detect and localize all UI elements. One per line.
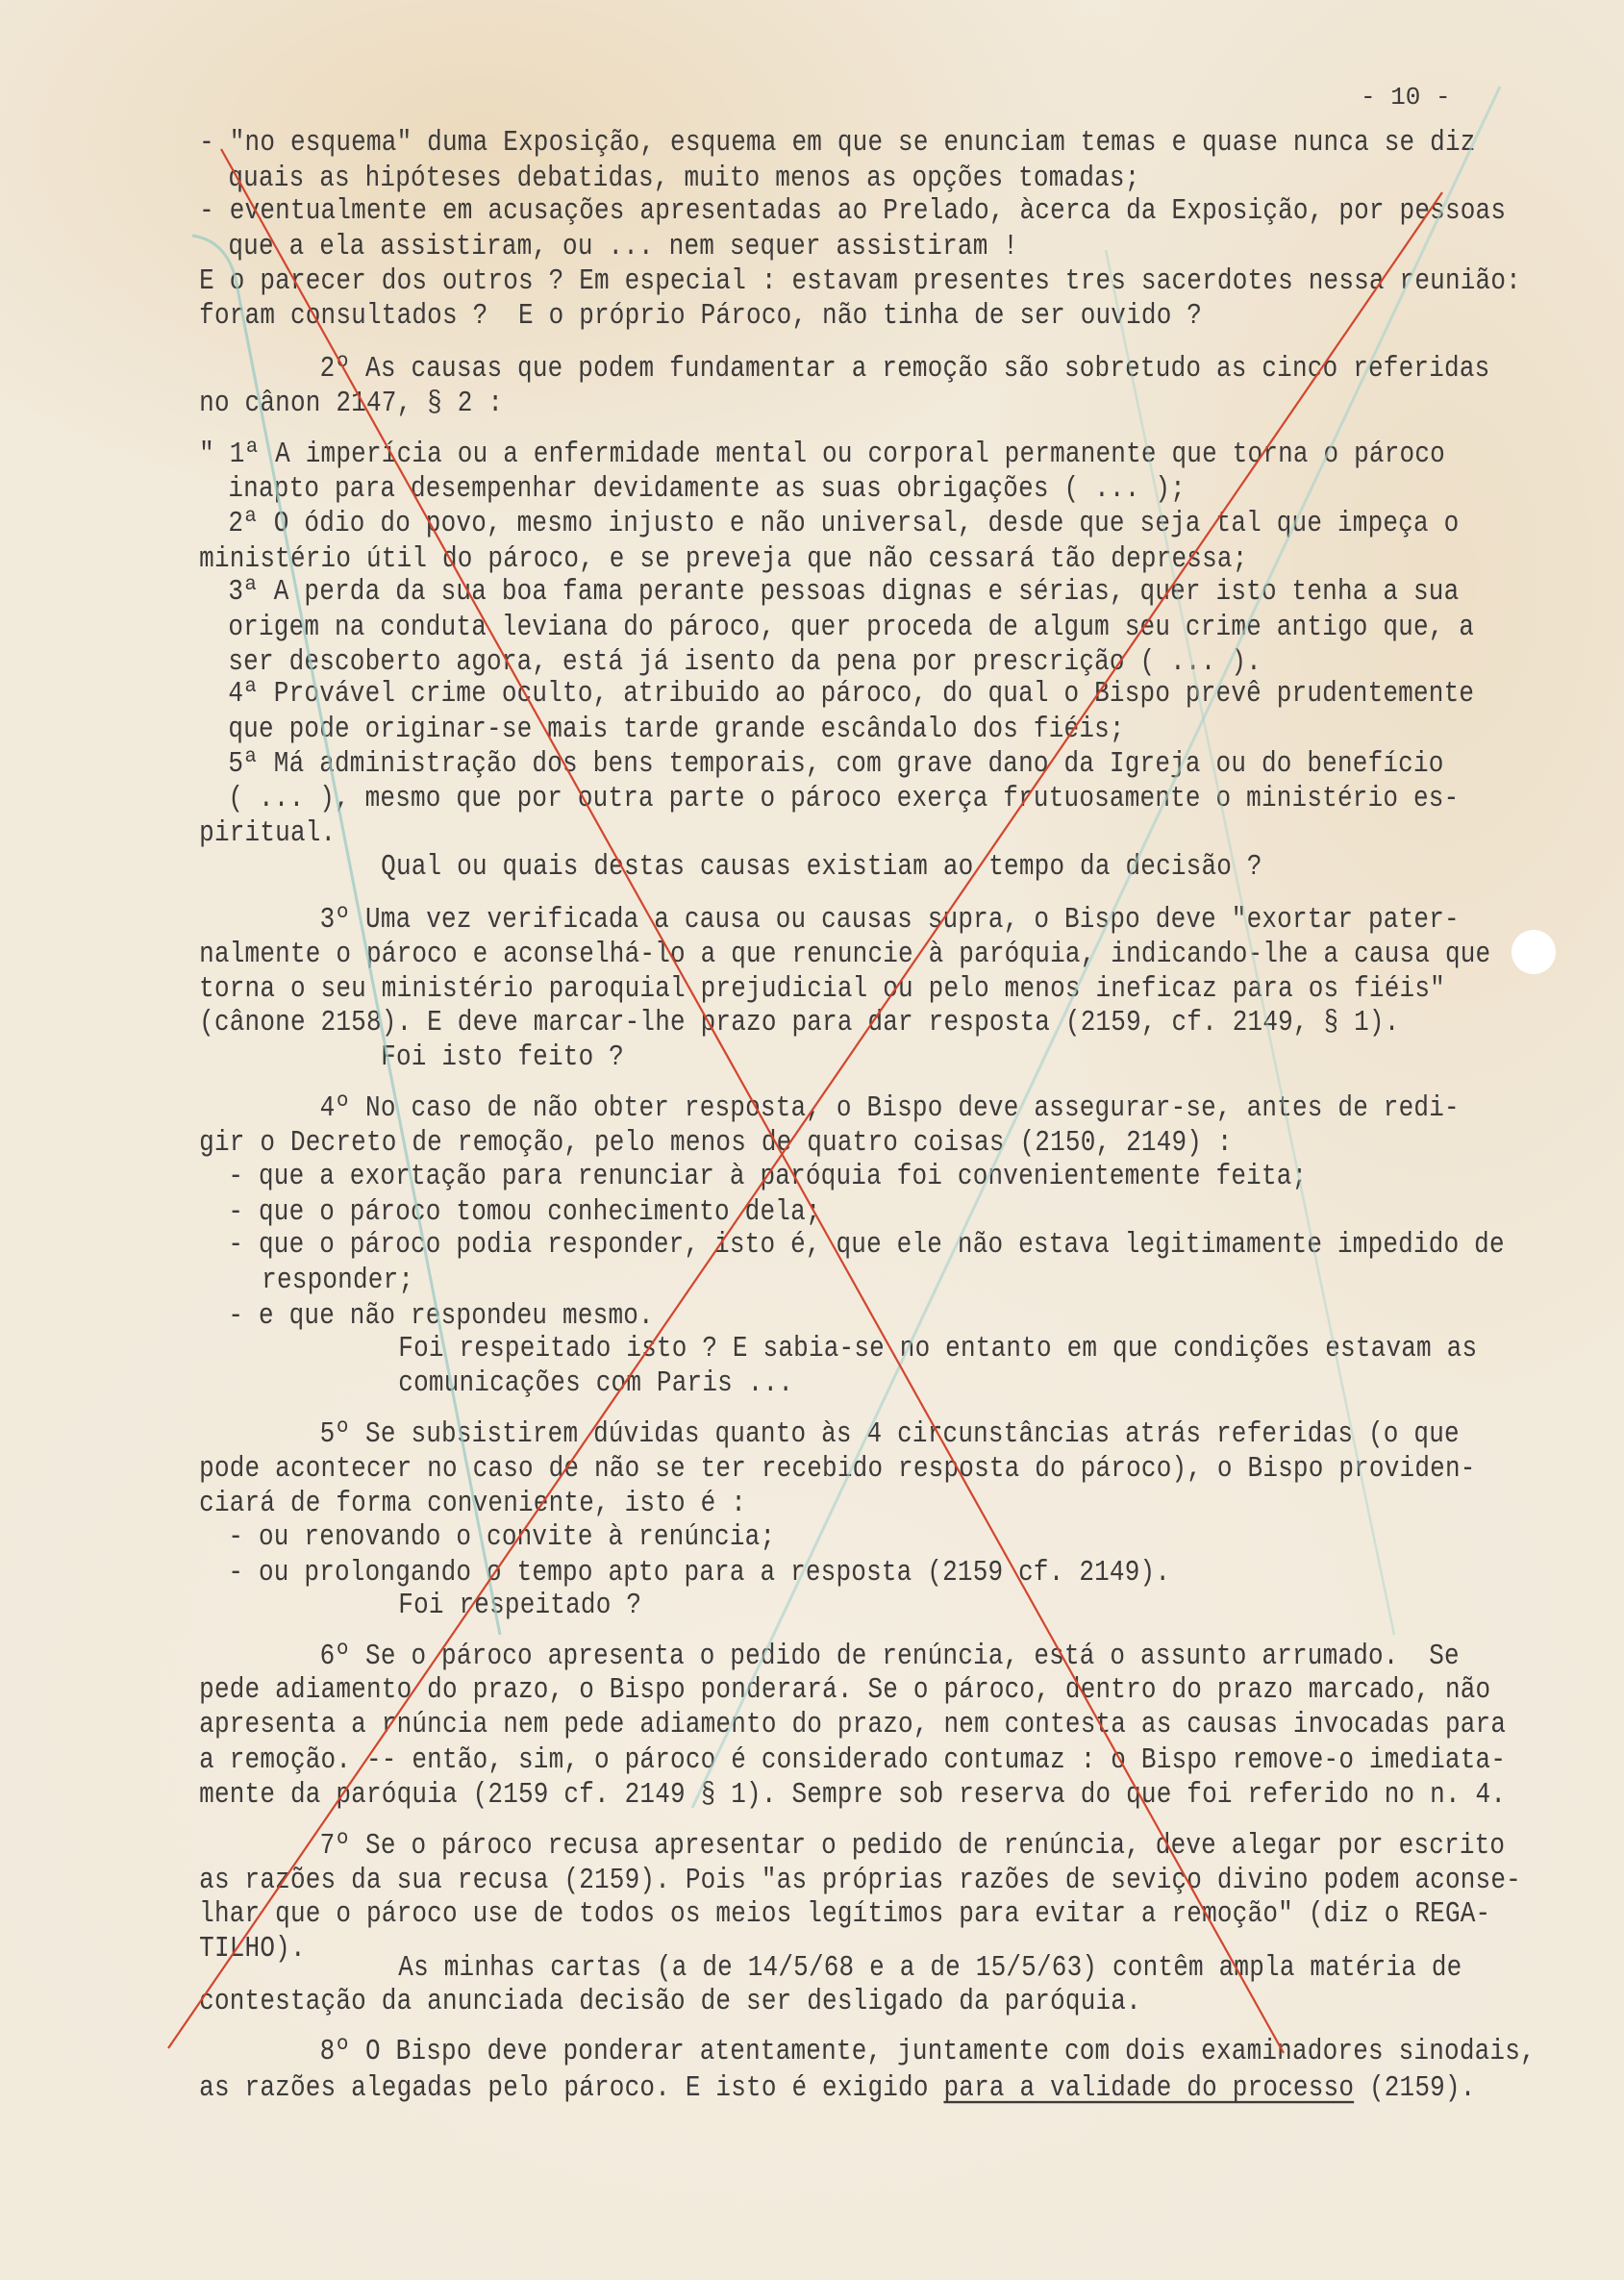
text-line: 2ª O ódio do povo, mesmo injusto e não universal, desde que seja tal que impeça o [228,506,1460,540]
text-line: as razões da sua recusa (2159). Pois "as próprias razões de seviço divino podem aconse- [199,1863,1521,1897]
text-line: - que o pároco tomou conhecimento dela; [228,1193,821,1228]
text-line: 4º No caso de não obter resposta, o Bispo deve assegurar-se, antes de redi- [319,1090,1460,1125]
last-line-before: as razões alegadas pelo pároco. E isto é exigido [199,2070,944,2105]
text-line: - "no esquema" duma Exposição, esquema em que se enunciam temas e quase nunca se diz [199,125,1476,160]
text-line: Foi respeitado ? [398,1588,642,1622]
text-line: a remoção. -- então, sim, o pároco é considerado contumaz : o Bispo remove-o imediata- [199,1741,1507,1776]
text-line: 6º Se o pároco apresenta o pedido de renúncia, está o assunto arrumado. Se [319,1639,1460,1673]
text-line-last [199,2070,1475,2104]
text-line: E o parecer dos outros ? Em especial : estavam presentes tres sacerdotes nessa reunião: [199,263,1521,298]
text-line: inapto para desempenhar devidamente as suas obrigações ( ... ); [228,471,1186,506]
text-line: 5ª Má administração dos bens temporais, com grave dano da Igreja ou do benefício [228,745,1444,781]
text-line: 7º Se o pároco recusa apresentar o pedido de renúncia, deve alegar por escrito [319,1827,1506,1863]
text-line: 3ª A perda da sua boa fama perante pessoas dignas e sérias, quer isto tenha a sua [228,574,1460,609]
text-line: ministério útil do pároco, e se preveja que não cessará tão depressa; [199,540,1248,576]
text-line: pede adiamento do prazo, o Bispo ponderará. Se o pároco, dentro do prazo marcado, não [199,1671,1491,1707]
text-line: 4ª Provável crime oculto, atribuido ao pároco, do qual o Bispo prevê prudentemente [228,676,1475,711]
text-line: pode acontecer no caso de não se ter recebido resposta do pároco), o Bispo providen- [199,1451,1476,1486]
page-number: - 10 - [1361,83,1451,112]
text-line: responder; [262,1262,414,1296]
text-line: - e que não respondeu mesmo. [228,1298,654,1333]
text-line: ciará de forma conveniente, isto é : [199,1486,747,1520]
punch-hole [1512,930,1556,974]
text-line: mente da paróquia (2159 cf. 2149 § 1). Sempre sob reserva do que foi referido no n. 4. [199,1776,1507,1812]
text-line: torna o seu ministério paroquial prejudicial ou pelo menos ineficaz para os fiéis" [199,971,1445,1006]
text-line: que pode originar-se mais tarde grande escândalo dos fiéis; [228,711,1125,745]
text-line: nalmente o pároco e aconselhá-lo a que renuncie à paróquia, indicando-lhe a causa que [199,936,1491,971]
text-line: " 1ª A imperícia ou a enfermidade mental ou corporal permanente que torna o pároco [199,436,1445,471]
text-line: 3º Uma vez verificada a causa ou causas supra, o Bispo deve "exortar pater- [319,901,1460,937]
text-line: lhar que o pároco use de todos os meios legítimos para evitar a remoção" (diz o REGA- [199,1895,1491,1931]
text-line: - eventualmente em acusações apresentadas ao Prelado, àcerca da Exposição, por pessoas [199,193,1507,228]
text-line: Qual ou quais destas causas existiam ao tempo da decisão ? [381,849,1262,884]
text-line: origem na conduta leviana do pároco, quer proceda de algum seu crime antigo que, a [228,609,1475,644]
text-line: contestação da anunciada decisão de ser desligado da paróquia. [199,1983,1141,2017]
text-line: ( ... ), mesmo que por outra parte o pároco exerça frutuosamente o ministério es- [228,781,1460,815]
text-line: gir o Decreto de remoção, pelo menos de quatro coisas (2150, 2149) : [199,1125,1233,1160]
text-line: Foi isto feito ? [381,1040,624,1074]
text-line: piritual. [199,815,337,850]
text-line: - que o pároco podia responder, isto é, que ele não estava legitimamente impedido de [228,1227,1505,1262]
text-line: (cânone 2158). E deve marcar-lhe prazo para dar resposta (2159, cf. 2149, § 1). [199,1004,1400,1040]
text-line: apresenta a rnúncia nem pede adiamento do prazo, nem contesta as causas invocadas para [199,1707,1507,1741]
text-line: 8º O Bispo deve ponderar atentamente, juntamente com dois examinadores sinodais, [319,2034,1536,2068]
text-line: TILHO). [199,1931,306,1966]
underlined-phrase: para a validade do processo [943,2070,1355,2105]
text-line: - ou renovando o convite à renúncia; [228,1519,776,1554]
last-line-after: (2159). [1354,2070,1476,2105]
text-line: - ou prolongando o tempo apto para a resposta (2159 cf. 2149). [228,1554,1171,1589]
text-line: ser descoberto agora, está já isento da pena por prescrição ( ... ). [228,644,1262,679]
text-line: quais as hipóteses debatidas, muito menos as opções tomadas; [228,160,1140,194]
text-line: 5º Se subsistirem dúvidas quanto às 4 circunstâncias atrás referidas (o que [319,1416,1460,1451]
text-line: 2º As causas que podem fundamentar a remoção são sobretudo as cinco referidas [319,350,1490,385]
text-line: comunicações com Paris ... [398,1365,794,1400]
text-line: - que a exortação para renunciar à paróquia foi convenientemente feita; [228,1159,1308,1193]
text-line: no cânon 2147, § 2 : [199,385,504,420]
text-line: que a ela assistiram, ou ... nem sequer assistiram ! [228,228,1019,263]
text-line: As minhas cartas (a de 14/5/68 e a de 15/5/63) contêm ampla matéria de [398,1949,1462,1985]
text-line: foram consultados ? E o próprio Pároco, não tinha de ser ouvido ? [199,298,1203,333]
text-line: Foi respeitado isto ? E sabia-se no entanto em que condições estavam as [398,1330,1478,1365]
